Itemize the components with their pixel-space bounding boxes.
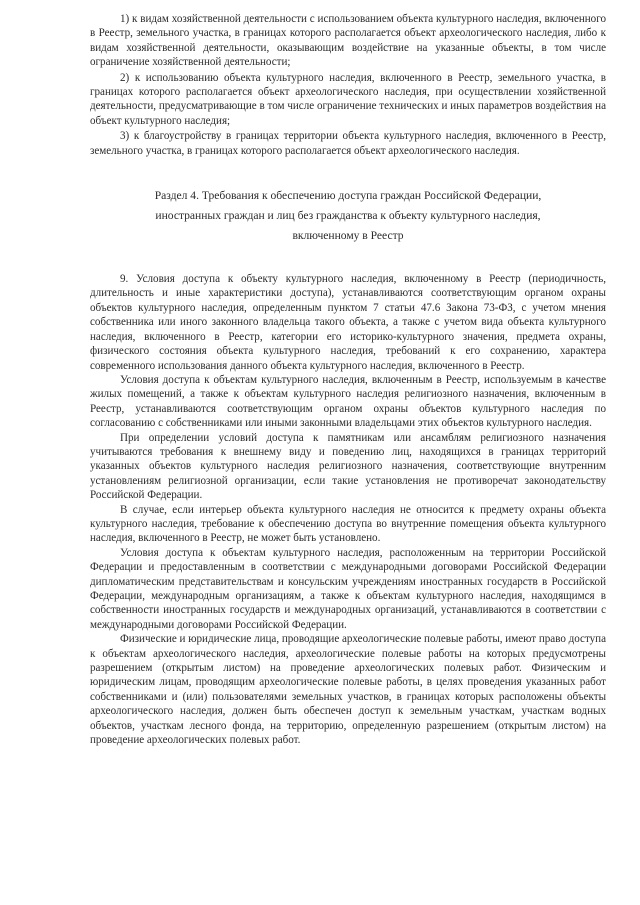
paragraph: Условия доступа к объектам культурного наследия, включенным в Реестр, используемым в качестве жилых помещений, а также к объектам культурного наследия религиозного назначения, включенным в Реестр, устанавливаются соответствующим органом охраны объектов культурного наследия по согласованию с собственниками или иными законными владельцами этих объектов культурного наследия. <box>90 373 606 430</box>
requirements-list <box>90 12 606 158</box>
section-heading-line: включенному в Реестр <box>292 229 404 243</box>
list-item: 2) к использованию объекта культурного наследия, включенного в Реестр, земельного участка, в границах которого располагается объект археологического наследия, при осуществлении хозяйственной деятельности, предусматривающие в том числе ограничение технических и иных параметров воздействия на объект культурного наследия; <box>90 71 606 127</box>
list-item: 3) к благоустройству в границах территории объекта культурного наследия, включенного в Реестр, земельного участка, в границах которого располагается объект археологического наследия. <box>90 130 606 157</box>
paragraph: Физические и юридические лица, проводящие археологические полевые работы, имеют право доступа к объектам археологического наследия, археологические полевые работы на которых предусмотрены разрешением (открытым листом) на проведение археологических полевых работ. Физическим и юридическим лицам, проводящим археологические полевые работы, в целях проведения указанных работ собственниками и (или) пользователями земельных участков, в границах которых расположены объекты археологического наследия, должен быть обеспечен доступ к земельным участкам, участкам водных объектов, участкам лесного фонда, на территорию, определенную разрешением (открытым листом) на проведение археологических полевых работ. <box>90 633 606 747</box>
paragraph: 9. Условия доступа к объекту культурного наследия, включенному в Реестр (периодичность, длительность и иные характеристики доступа), устанавливаются соответствующим органом охраны объектов культурного наследия, определенным пунктом 7 статьи 47.6 Закона 73-ФЗ, с учетом мнения собственника или иного законного владельца такого объекта, а также с учетом вида объекта культурного наследия, включенного в Реестр, категории его историко-культурного значения, предмета охраны, физического состояния объекта культурного наследия, требований к его сохранению, характера современного использования данного объекта культурного наследия, включенного в Реестр. <box>90 273 606 372</box>
section-heading-line: иностранных граждан и лиц без гражданства к объекту культурного наследия, <box>155 209 541 223</box>
section-heading-line: Раздел 4. Требования к обеспечению доступа граждан Российской Федерации, <box>154 189 542 203</box>
paragraph: В случае, если интерьер объекта культурного наследия не относится к предмету охраны объекта культурного наследия, требование к обеспечению доступа во внутренние помещения объекта культурного наследия, включенного в Реестр, не может быть установлено. <box>90 503 606 545</box>
list-item: 1) к видам хозяйственной деятельности с использованием объекта культурного наследия, включенного в Реестр, земельного участка, в границах которого располагается объект археологического наследия, либо к видам хозяйственной деятельности, оказывающим воздействие на указанные объекты, в том числе ограничение хозяйственной деятельности; <box>90 13 606 69</box>
paragraph: Условия доступа к объектам культурного наследия, расположенным на территории Российской Федерации и предоставленным в соответствии с международными договорами Российской Федерации дипломатическим представительствам и консульским учреждениям иностранных государств в Российской Федерации, международным организациям, а также к объектам культурного наследия, находящимся в собственности иностранных государств и международных организаций, устанавливаются в соответствии с международными договорами Российской Федерации. <box>90 546 606 631</box>
section-heading <box>90 186 606 246</box>
paragraph: При определении условий доступа к памятникам или ансамблям религиозного назначения учитываются требования к внешнему виду и поведению лиц, находящихся в границах территорий указанных объектов культурного наследия религиозного назначения, соответствующие внутренним установлениям религиозной организации, если такие установления не противоречат законодательству Российской Федерации. <box>90 431 606 502</box>
document-page <box>90 12 606 747</box>
section-body <box>90 272 606 747</box>
